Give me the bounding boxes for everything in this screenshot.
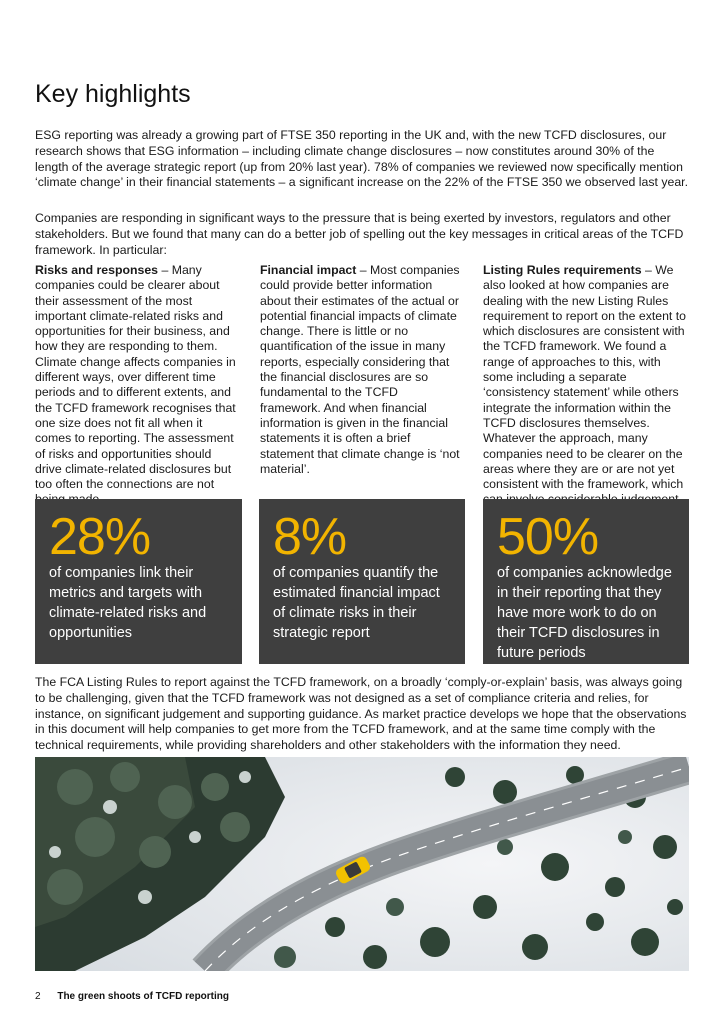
stat-value: 8% [273,508,347,566]
page-title: Key highlights [35,80,191,108]
page-number: 2 [35,991,41,1002]
closing-paragraph: The FCA Listing Rules to report against the TCFD framework, on a broadly ‘comply-or-explain’ basis, was always going to be challenging, given that the TCFD framework was not designed as a set of compliance criteria and relies, for instance, on significant judgement and supporting guidance. As market practice develops we hope that the observations in this document will help companies to get more from the TCFD framework, and at the same time comply with the technical requirements, while providing shareholders and other stakeholders with the information they need. [35,675,687,753]
column-heading: Financial impact [260,263,357,277]
column-body: – Many companies could be clearer about their assessment of the most important climate-related risks and opportunities for their business, and how they are responding to them. Climate change affects companies in different ways, over different time periods and to different extents, and the TCFD framework recognises that one size does not fit all when it comes to reporting. The assessment of risks and opportunities should drive climate-related disclosures but too often the connections are not [35,263,236,492]
photo-illustration [35,757,689,971]
stat-box-more-work [483,499,689,664]
stat-value: 50% [497,508,599,566]
column-listing-rules [483,263,688,508]
aerial-forest-road-photo [35,757,689,971]
stat-description: of companies link their metrics and targets with climate-related risks and opportunities [49,565,207,641]
column-risks-and-responses [35,263,239,508]
stat-box-link-metrics [35,499,242,664]
column-financial-impact [260,263,460,477]
column-heading: Listing Rules requirements [483,263,642,277]
intro-paragraph-1: ESG reporting was already a growing part of FTSE 350 reporting in the UK and, with the new TCFD disclosures, our research shows that ESG information – including climate change disclosures – now constitutes around 30% of the length of the average strategic report (up from 20% last year). 78% of companies we reviewed now specifically mention ‘climate change’ in their financial statements – a significant increase on the 22% of the FTSE 350 we observed last year. [35,128,689,190]
column-body: – We also looked at how companies are dealing with the new Listing Rules requirement to report on the extent to which disclosures are consistent with the TCFD framework. We found a range of approaches to this, with some including a separate ‘consistency statement’ while others integrate the information within the TCFD disclosures themselves. Whatever the approach, many companies need to be clearer on the areas where they are or are not yet consistent with the framework, which [483,263,687,492]
intro-paragraph-2: Companies are responding in significant ways to the pressure that is being exerted by investors, regulators and other stakeholders. But we found that many can do a better job of spelling out the key messages in critical areas of the TCFD framework. In particular: [35,211,684,257]
stat-box-quantify-impact [259,499,465,664]
page-footer [35,991,229,1002]
stat-description: of companies quantify the estimated financial impact of climate risks in their strategic report [273,565,440,641]
column-body: – Most companies could provide better information about their estimates of the actual or potential financial impacts of climate change. There is little or no quantification of the issue in many reports, especially considering that the financial disclosures are so fundamental to the TCFD framework. And when financial information is given in the financial statements it is often a brief statement that climate change is ‘not material’. [260,263,460,476]
column-heading: Risks and responses [35,263,159,277]
stat-description: of companies acknowledge in their reporting that they have more work to do on their TCFD disclosures in future periods [497,565,672,661]
footer-title: The green shoots of TCFD reporting [57,991,230,1002]
stat-value: 28% [49,508,151,566]
